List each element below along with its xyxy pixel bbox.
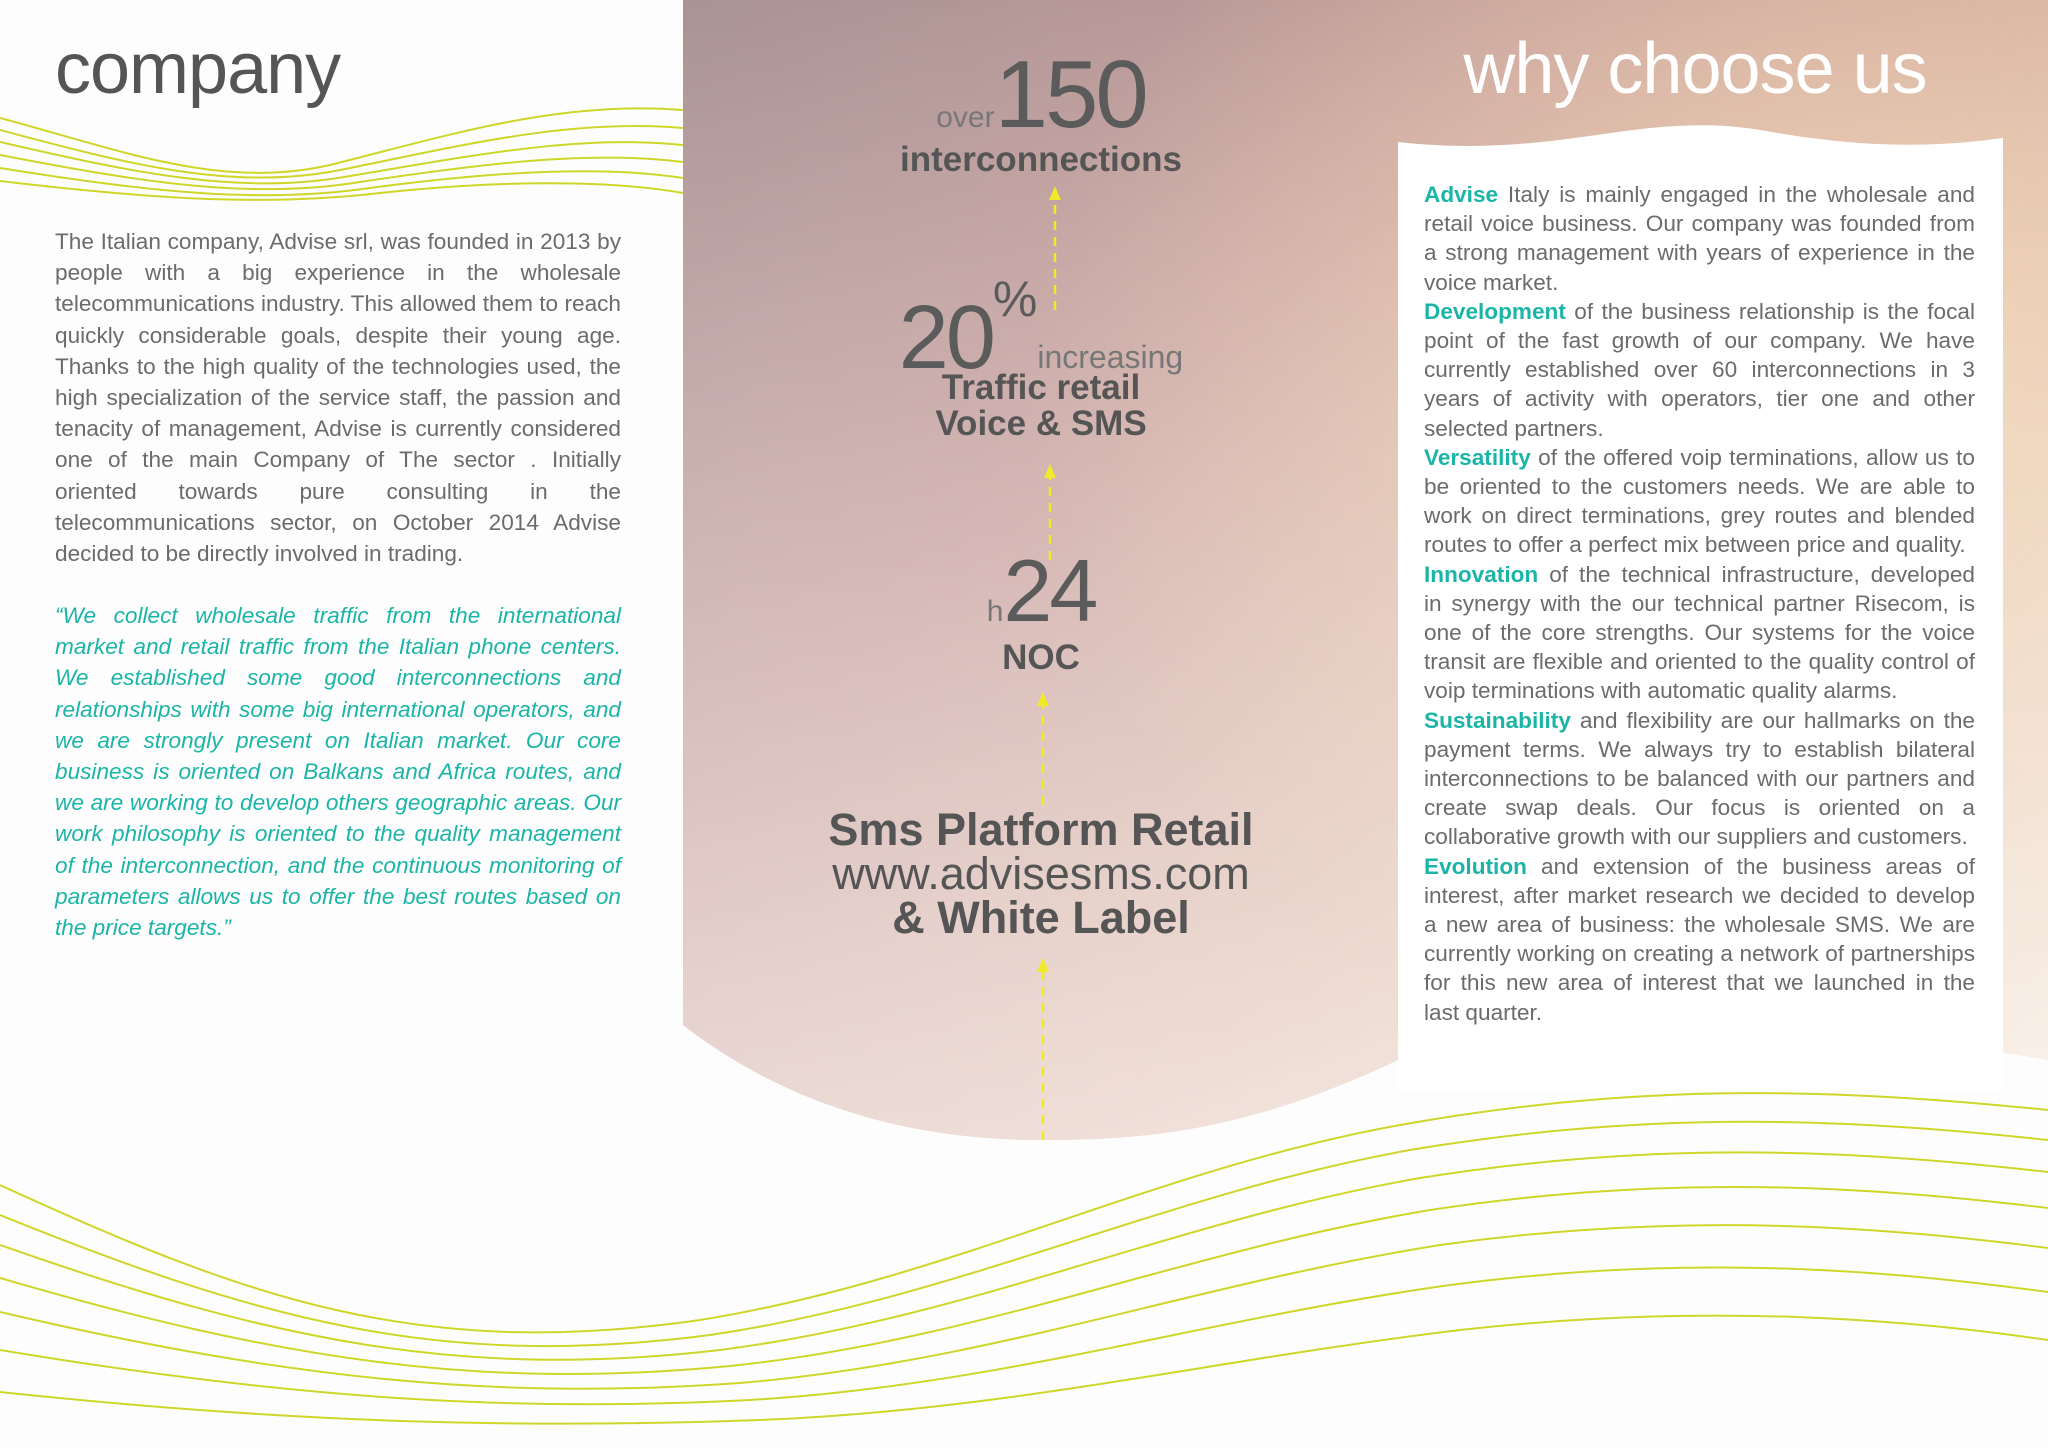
stat3-label: NOC [1002,638,1080,677]
why-section-advise [1424,180,1975,297]
stat2-label-line1: Traffic retail [941,368,1141,407]
sms-platform-block [683,804,1399,943]
company-quote: “We collect wholesale traffic from the international market and retail traffic from the Italian phone centers. We established some good interconnections and relationships with some big international operators, and we are strongly present on Italian market. Our core business is oriented on Balkans and Africa routes, and we are working to develop others geographic areas. Our work philosophy is oriented to the quality management of the interconnection, and the continuous monitoring of parameters allows us to offer the best routes based on the price targets.” [55,603,621,941]
why-section-sustainability [1424,706,1975,852]
bottom-wave-lines [0,1093,2048,1424]
stat2-label-line2: Voice & SMS [935,404,1147,443]
why-section-innovation [1424,560,1975,706]
why-text: and flexibility are our hallmarks on the payment terms. We always try to establish bilateral interconnections to be balanced with our partners and create swap deals. Our focus is oriented on a collaborative growth with our suppliers and customers. [1424,707,1975,850]
stat2-value: 20 [898,288,993,388]
platform-url: www.advisesms.com [832,848,1250,899]
why-keyword: Innovation [1424,561,1539,587]
stat1-prefix: over [936,101,995,134]
stat1-value: 150 [994,41,1146,148]
why-text: of the technical infrastructure, developed in synergy with the our technical partner Risecom, is one of the core strengths. Our systems for the voice transit are flexible and oriented to the quality control of voip terminations with automatic quality alarms. [1424,561,1975,704]
stat-interconnections [683,40,1399,150]
stat3-value: 24 [1003,541,1096,640]
why-keyword: Development [1424,298,1566,324]
stat3-prefix: h [986,595,1004,628]
why-text: of the business relationship is the focal point of the fast growth of our company. We have currently established over 60 interconnections in 3 years of activity with operators, tier one and other selected partners. [1424,298,1975,441]
why-text: and extension of the business areas of interest, after market research we decided to develop a new area of business: the wholesale SMS. We are currently working on creating a network of partnerships for this new area of interest that we launched in the last quarter. [1424,853,1975,1025]
why-keyword: Advise [1424,182,1499,207]
why-section-development [1424,297,1975,443]
why-keyword: Evolution [1424,853,1527,879]
platform-line1: Sms Platform Retail [828,804,1254,855]
company-intro-paragraph: The Italian company, Advise srl, was founded in 2013 by people with a big experience in the wholesale telecommunications industry. This allowed them to reach quickly considerable goals, despite their young age. Thanks to the high quality of the technologies used, the high specialization of the service staff, the passion and tenacity of management, Advise is currently considered one of the main Company of The sector . Initially oriented towards pure consulting in the telecommunications sector, on October 2014 Advise decided to be directly involved in trading. [55,229,621,567]
why-keyword: Versatility [1424,444,1531,470]
stat-noc [683,540,1399,642]
stat1-label: interconnections [900,140,1182,179]
why-choose-us-heading: why choose us [1463,29,1927,109]
stat2-unit: % [992,271,1038,327]
why-section-versatility [1424,443,1975,560]
why-text: Italy is mainly engaged in the wholesale and retail voice business. Our company was founded from a strong management with years of experience in the voice market. [1424,182,1975,295]
why-choose-us-body [1424,180,1975,1027]
stat2-suffix: increasing [1037,339,1184,375]
platform-line3: & White Label [892,892,1190,943]
stat2-label [683,370,1399,442]
company-heading: company [55,29,341,109]
why-section-evolution [1424,852,1975,1027]
why-keyword: Sustainability [1424,707,1571,733]
top-wave-lines [0,108,683,200]
why-text: of the offered voip terminations, allow us to be oriented to the customers needs. We are able to work on direct terminations, grey routes and blended routes to offer a perfect mix between price and quality. [1424,444,1975,558]
